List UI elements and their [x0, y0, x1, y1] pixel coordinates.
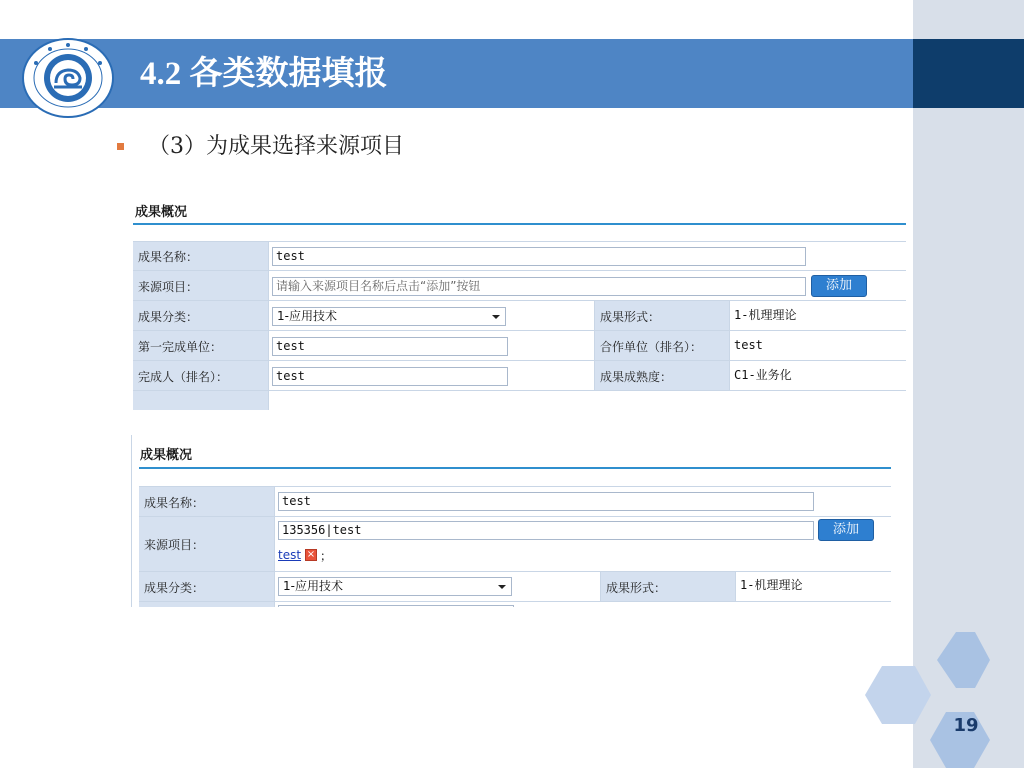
source-input[interactable]: 请输入来源项目名称后点击“添加”按钮 [272, 277, 806, 296]
name-input[interactable]: test [272, 247, 806, 266]
page-number: 19 [953, 715, 979, 736]
first-unit-label: 第一完成单位： [133, 331, 269, 361]
row-units [133, 330, 906, 361]
row-people [133, 360, 906, 391]
category-select[interactable] [278, 577, 512, 596]
row-source [139, 516, 891, 572]
category-label: 成果分类： [139, 572, 275, 602]
category-label: 成果分类： [133, 301, 269, 331]
row-category [139, 571, 891, 602]
maturity-label: 成果成熟度： [594, 361, 730, 391]
form-label: 成果形式： [600, 572, 736, 602]
slide-title: 4.2 各类数据填报 [140, 56, 388, 92]
panel-heading: 成果概况 [140, 448, 193, 463]
form-value[interactable]: 1-机理理论 [740, 578, 803, 592]
source-label: 来源项目： [139, 517, 275, 572]
cutoff-label [139, 602, 275, 607]
title-bar-dark-block [913, 39, 1024, 108]
row-name [133, 241, 906, 271]
chevron-down-icon [492, 315, 500, 319]
row-cutoff [139, 601, 891, 607]
panel-heading: 成果概况 [135, 205, 188, 220]
name-label: 成果名称： [139, 487, 275, 517]
category-select[interactable] [272, 307, 506, 326]
cutoff-label [133, 391, 269, 410]
maturity-value[interactable]: C1-业务化 [734, 368, 792, 382]
bullet-marker [117, 143, 124, 150]
row-source [133, 270, 906, 301]
category-select-value: 1-应用技术 [277, 309, 337, 323]
coop-unit-value[interactable]: test [734, 338, 763, 352]
selected-project-link[interactable]: test [278, 548, 302, 562]
cma-logo-icon [20, 37, 116, 119]
row-cutoff [133, 390, 906, 410]
separator: ； [320, 549, 333, 563]
first-unit-input[interactable]: test [272, 337, 508, 356]
panel-rule [133, 223, 906, 225]
add-source-button[interactable]: 添加 [811, 275, 867, 297]
category-select-value: 1-应用技术 [283, 579, 343, 593]
source-label: 来源项目： [133, 271, 269, 301]
source-input[interactable]: 135356|test [278, 521, 814, 540]
close-icon[interactable]: × [306, 549, 316, 560]
add-source-button[interactable]: 添加 [818, 519, 874, 541]
form-panel-2 [131, 435, 891, 607]
cutoff-input [278, 605, 514, 607]
people-label: 完成人（排名）： [133, 361, 269, 391]
hexagon-decoration-icon [860, 630, 992, 768]
chevron-down-icon [498, 585, 506, 589]
form-panel-1 [133, 195, 906, 410]
form-label: 成果形式： [594, 301, 730, 331]
panel-rule [139, 467, 891, 469]
form-value[interactable]: 1-机理理论 [734, 308, 797, 322]
people-input[interactable]: test [272, 367, 508, 386]
coop-unit-label: 合作单位（排名）： [594, 331, 730, 361]
row-name [139, 486, 891, 517]
row-category [133, 300, 906, 331]
title-bar [0, 39, 913, 108]
name-label: 成果名称： [133, 242, 269, 271]
slide-subtitle: （3）为成果选择来源项目 [148, 134, 404, 159]
name-input[interactable]: test [278, 492, 814, 511]
